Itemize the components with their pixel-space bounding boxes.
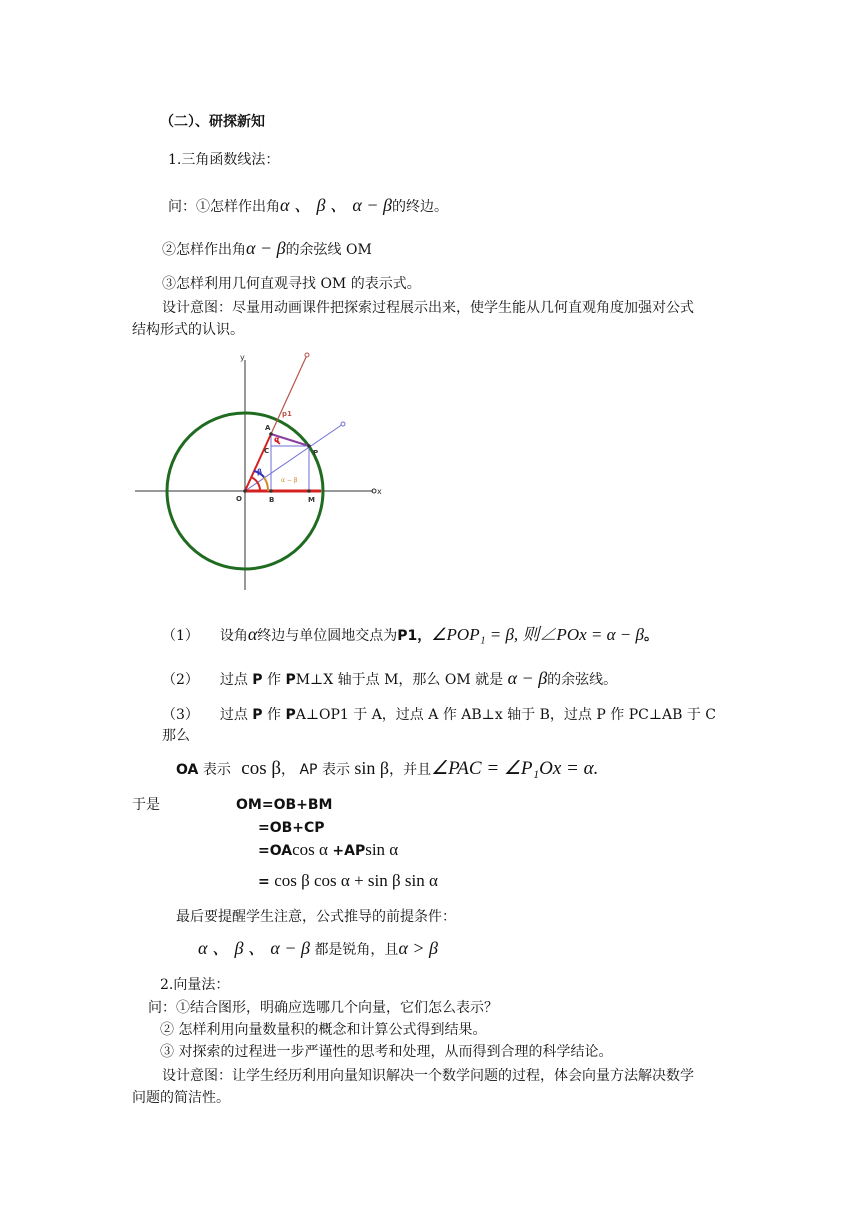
condition-math1: α 、 β 、 α − β: [198, 938, 310, 958]
derivation-eq4-b: cos β cos α + sin β sin α: [274, 871, 438, 890]
design-intent-1-line2: 结构形式的认识。: [132, 322, 244, 338]
step-2-text2: 作: [267, 672, 281, 688]
label-beta: β: [257, 468, 263, 476]
oa-sin-beta: sin β: [354, 758, 390, 778]
section-heading: （二）、研探新知: [160, 114, 265, 130]
step-3-PA: P: [285, 707, 296, 723]
question-1-math: α 、 β 、 α − β: [280, 195, 392, 215]
step-1-text: 设角: [219, 628, 248, 644]
section2-q3: ③ 对探索的过程进一步严谨性的思考和处理，从而得到合理的科学结论。: [160, 1044, 613, 1060]
label-p1: p1: [282, 410, 292, 418]
derivation-eq4-a: =: [258, 874, 270, 890]
question-1: [168, 195, 448, 217]
condition: [198, 938, 438, 960]
condition-math2: α > β: [398, 938, 438, 958]
step-3: [162, 705, 716, 725]
derivation-eq3-a: =OA: [258, 843, 293, 859]
reminder: 最后要提醒学生注意，公式推导的前提条件：: [176, 909, 456, 925]
derivation-eq3-d: sin α: [365, 840, 399, 859]
label-B: B: [269, 496, 275, 504]
design-intent-2-line1: 设计意图：让学生经历利用向量知识解决一个数学问题的过程，体会向量方法解决数学: [162, 1068, 694, 1084]
label-y: y: [240, 353, 245, 362]
label-P: P: [313, 449, 319, 457]
section2-q2: ② 怎样利用向量数量积的概念和计算公式得到结果。: [160, 1022, 487, 1038]
step-2-num: （2）: [162, 672, 199, 688]
derivation-yushi: 于是: [132, 797, 160, 813]
step-3-P: P: [252, 707, 263, 723]
oa-text1: 表示: [202, 762, 231, 778]
label-M: M: [308, 496, 315, 504]
label-A: A: [265, 424, 271, 432]
step-2-text4: 的余弦线。: [547, 672, 618, 688]
label-O: O: [236, 495, 242, 503]
step-1-num: （1）: [162, 628, 199, 644]
oa-text3: ，并且: [389, 762, 432, 778]
step-1-math: ∠POP₁ = β, 则∠POx = α − β: [431, 625, 644, 644]
oa-angle-eq: ∠PAC = ∠P₁Ox = α.: [431, 758, 599, 779]
oa-cos-beta: cos β: [241, 758, 282, 779]
condition-text: 都是锐角，且: [314, 942, 399, 958]
step-2: [162, 668, 617, 690]
step-3-text3: A⊥OP1 于 A，过点 A 作 AB⊥x 轴于 B，过点 P 作 PC⊥AB 于 C: [295, 707, 716, 723]
question-2: [162, 238, 372, 260]
step-1-p1: P1，: [397, 628, 432, 644]
question-3: ③怎样利用几何直观寻找 OM 的表示式。: [162, 276, 421, 292]
section2-q1: 问：①结合图形，明确应选哪几个向量，它们怎么表示？: [148, 1000, 498, 1016]
label-C: C: [264, 447, 270, 455]
step-1-alpha: α: [247, 624, 258, 644]
derivation-eq3-c: +AP: [332, 843, 366, 859]
derivation-eq3-b: cos α: [292, 840, 328, 859]
section2-title: 2.向量法：: [160, 977, 230, 993]
step-1: [162, 624, 658, 646]
question-2-math: α − β: [246, 238, 286, 258]
step-2-PM: P: [285, 672, 296, 688]
derivation-eq2: =OB+CP: [258, 820, 325, 836]
step-3-text2: 作: [267, 707, 281, 723]
section1-title: 1.三角函数线法：: [168, 152, 280, 168]
question-1-prefix: 问：①怎样作出角: [168, 199, 280, 215]
question-1-suffix: 的终边。: [391, 199, 448, 215]
step-1-text2: 终边与单位圆地交点为: [257, 628, 398, 644]
step-3-line2: 那么: [162, 728, 190, 744]
step-2-text3: M⊥X 轴于点 M，那么 OM 就是: [295, 672, 504, 688]
label-alpha-minus-beta: α − β: [281, 477, 298, 484]
oa-text2: 表示: [321, 762, 350, 778]
oa-label: OA: [176, 762, 199, 778]
oa-comma: ，: [281, 762, 296, 778]
step-3-num: （3）: [162, 707, 199, 723]
design-intent-1-line1: 设计意图：尽量用动画课件把探索过程展示出来，使学生能从几何直观角度加强对公式: [162, 300, 694, 316]
label-x: x: [377, 487, 382, 496]
design-intent-2-line2: 问题的简洁性。: [132, 1090, 230, 1106]
step-3-text1: 过点: [219, 707, 248, 723]
label-alpha: α: [274, 435, 280, 444]
step-2-P: P: [252, 672, 263, 688]
question-2-prefix: ②怎样作出角: [162, 242, 246, 258]
step-2-math: α − β: [507, 668, 548, 688]
question-2-suffix: 的余弦线 OM: [285, 242, 372, 258]
derivation-eq3: [258, 840, 398, 861]
unit-circle-figure: [130, 350, 390, 600]
step-2-text1: 过点: [219, 672, 248, 688]
oa-line: [176, 758, 598, 780]
step-1-end: 。: [643, 628, 658, 644]
derivation-eq4: [258, 871, 438, 892]
derivation-eq1: OM=OB+BM: [236, 797, 333, 813]
ap-label: AP: [299, 762, 318, 778]
